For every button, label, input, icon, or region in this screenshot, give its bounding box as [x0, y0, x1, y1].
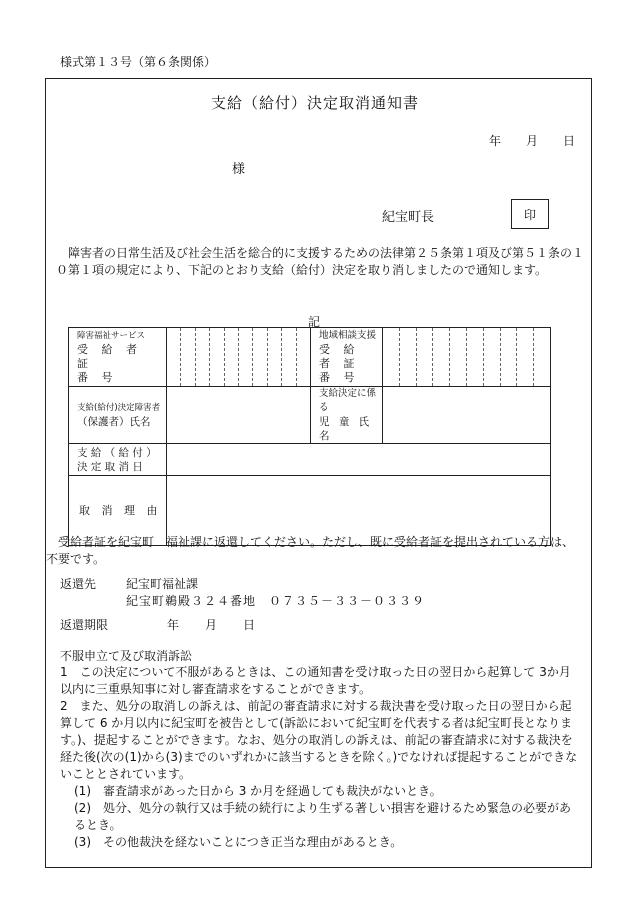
return-dest-label: 返還先 [60, 577, 97, 591]
consult-cert-line2: 受 給 者 証 [319, 343, 360, 370]
child-name-line1: 支給決定に係る [319, 388, 377, 413]
cancel-date-label [69, 444, 167, 476]
date-year: 年 [489, 134, 502, 148]
appeal-sub-2: (2) 処分、処分の執行又は手続の続行により生ずる著しい損害を避けるため緊急の必要があるとき。 [74, 801, 572, 832]
return-dest-line1: 紀宝町福祉課 [126, 577, 199, 591]
deadline-day: 日 [243, 618, 256, 632]
child-name-label [311, 387, 383, 444]
deadline-month: 月 [205, 618, 218, 632]
date-day: 日 [563, 134, 576, 148]
service-cert-number-field[interactable] [167, 328, 311, 387]
service-cert-line3: 番 号 [77, 371, 118, 384]
appeal-item-2: 2 また、処分の取消しの訴えは、前記の審査請求に対する裁決書を受け取った日の翌日から起算して 6 か月以内に紀宝町を被告として(訴訟において紀宝町を代表する者は紀宝町長となります。)、提起することができます。なお、処分の取消しの訴えは、前記の審査請求に対する裁決を経た後(次の(1)から(3)までのいずれかに該当するときを除く。)でなければ提起することができないこととされています。 [60, 699, 578, 781]
seal-label: 印 [523, 207, 536, 222]
consult-cert-number-field[interactable] [383, 328, 551, 387]
table-row [69, 387, 551, 444]
service-cert-line1: 障害福祉サービス [77, 331, 146, 341]
appeal-heading: 不服申立て及び取消訴訟 [60, 649, 193, 663]
consult-cert-line1: 地域相談支援 [319, 330, 377, 341]
decided-person-line2: （保護者）氏名 [77, 416, 151, 428]
consult-cert-line3: 番 号 [319, 371, 360, 384]
table-row [69, 328, 551, 387]
addressee-suffix: 様 [232, 162, 246, 177]
seal-box [511, 199, 549, 229]
return-note: 受給者証を紀宝町 福祉課に返還してください。ただし、既に受給者証を提出されている方は、不要です。 [46, 535, 575, 566]
digit-boxes [167, 328, 310, 386]
decided-person-line1: 支給(給付)決定障害者 [77, 403, 161, 413]
deadline-year: 年 [167, 618, 180, 632]
decided-person-label [69, 387, 167, 444]
issuer: 紀宝町長 [382, 210, 435, 225]
form-number: 様式第１３号（第６条関係） [60, 55, 217, 69]
service-cert-line2: 受 給 者 証 [77, 343, 142, 370]
cancel-date-field[interactable] [167, 444, 551, 476]
document-title: 支給（給付）決定取消通知書 [210, 94, 419, 112]
child-name-field[interactable] [383, 387, 551, 444]
reason-label: 取 消 理 由 [69, 476, 167, 546]
date-month: 月 [526, 134, 539, 148]
appeal-item-1: 1 この決定について不服があるときは、この通知書を受け取った日の翌日から起算して 3か月以内に三重県知事に対し審査請求をすることができます。 [60, 665, 571, 696]
table-row [69, 444, 551, 476]
ki-label: 記 [308, 315, 321, 329]
appeal-sub-3: (3) その他裁決を経ないことにつき正当な理由があるとき。 [74, 835, 403, 849]
decided-person-name-field[interactable] [167, 387, 311, 444]
service-cert-label [69, 328, 167, 387]
appeal-sub-1: (1) 審査請求があった日から 3 か月を経過しても裁決がないとき。 [74, 784, 442, 798]
cancel-date-line2: 決 定 取 消 日 [77, 460, 143, 473]
intro-paragraph: 障害者の日常生活及び社会生活を総合的に支援するための法律第２５条第１項及び第５１条の１０第１項の規定により、下記のとおり支給（給付）決定を取り消しましたので通知します。 [56, 246, 585, 277]
deadline-label: 返還期限 [60, 618, 109, 632]
record-table [68, 327, 551, 546]
return-dest-line2: 紀宝町鵜殿３２４番地 ０７３５－３３－０３３９ [126, 594, 426, 608]
child-name-line2: 児 童 氏 名 [319, 416, 373, 442]
cancel-date-line1: 支 給 （ 給 付 ） [77, 446, 157, 459]
digit-boxes [383, 328, 550, 386]
consult-cert-label [311, 328, 383, 387]
